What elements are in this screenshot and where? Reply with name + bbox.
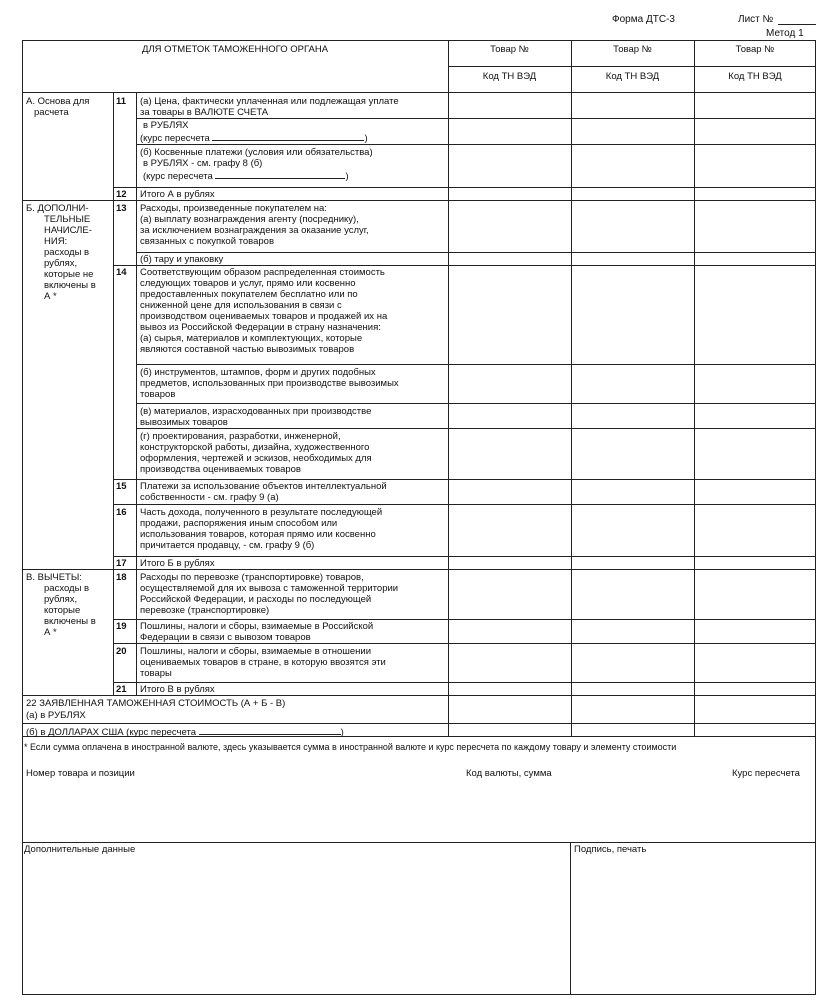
row-13a-text: Расходы, произведенные покупателем на: (а) выплату вознаграждения агенту (посреднику), за исключением вознаграждения за оказание услуг, связанных с покупкой товаров [140,203,369,247]
method-label: Метод 1 [766,28,804,39]
row-14a-text: Соответствующим образом распределенная стоимость следующих товаров и услуг, прямо или косвенно предоставленных покупателем бесплатно или по сниженной цене для использования в связи с производством оцениваемых товаров и продажей их на вывоз из Российской Федерации в страну назначения: (а) сырья, материалов и комплектующих, которые являются составной частью вывозимых товаров [140,267,388,355]
row-15-text: Платежи за использование объектов интеллектуальной собственности - см. графу 9 (а) [140,481,387,503]
row-22b-text: (б) в ДОЛЛАРАХ США (курс пересчета ) [26,727,344,738]
form-name: Форма ДТС-3 [612,14,675,25]
rate-field-22b[interactable] [199,725,341,735]
row-14g-text: (г) проектирования, разработки, инженерной, конструкторской работы, дизайна, художественного оформления, чертежей и эскизов, необходимых для производства оцениваемых товаров [140,431,372,475]
row-14v-text: (в) материалов, израсходованных при производстве вывозимых товаров [140,406,372,428]
footnote-text: * Если сумма оплачена в иностранной валюте, здесь указывается сумма в иностранной валюте и курс пересчета по каждому товару и элементу стоимости [24,742,677,752]
row-21-text: Итого В в рублях [140,684,215,695]
sheet-label: Лист № [738,14,774,25]
goods-header-3: Товар № [735,44,775,55]
row-11a-text: (а) Цена, фактически уплаченная или подлежащая уплате за товары в ВАЛЮТЕ СЧЕТА [140,96,399,118]
row-13b-text: (б) тару и упаковку [140,254,224,265]
rate-field-11b[interactable] [215,169,345,179]
row-22-title: 22 ЗАЯВЛЕННАЯ ТАМОЖЕННАЯ СТОИМОСТЬ (А + Б - В) [26,698,286,709]
additional-data-label: Дополнительные данные [24,844,136,855]
row-number-13: 13 [116,203,127,214]
signature-divider [570,842,571,995]
row-16-text: Часть дохода, полученного в результате последующей продажи, распоряжения иным способом или использования товаров, которая прямо или косвенно причитается продавцу, - см. графу 9 (б) [140,507,383,551]
section-divider [113,92,114,695]
row-18-text: Расходы по перевозке (транспортировке) товаров, осуществляемой для их вывоза с таможенной территории Российской Федерации, и расходы по последующей перевозке (транспортировке) [140,572,399,616]
code-header-3: Код ТН ВЭД [728,71,782,82]
code-header-2: Код ТН ВЭД [605,71,660,82]
code-header-1: Код ТН ВЭД [482,71,537,82]
row-number-17: 17 [116,558,127,569]
row-number-11: 11 [116,96,127,107]
goods-header-2: Товар № [613,44,652,55]
item-label: Номер товара и позиции [26,768,135,779]
row-number-19: 19 [116,621,127,632]
signature-label: Подпись, печать [574,844,647,855]
section-v-title: В. ВЫЧЕТЫ: расходы в рублях, которые включены в А * [26,572,96,638]
row-number-14: 14 [116,267,127,278]
goods-header-1: Товар № [490,44,529,55]
row-20-text: Пошлины, налоги и сборы, взимаемые в отношении оцениваемых товаров в стране, в которую ввозятся эти товары [140,646,386,679]
row-19-text: Пошлины, налоги и сборы, взимаемые в Российской Федерации в связи с вывозом товаров [140,621,374,643]
currency-label: Код валюты, сумма [466,768,552,779]
rate-field-11a[interactable] [212,131,364,141]
row-22a-text: (а) в РУБЛЯХ [26,710,86,721]
row-number-16: 16 [116,507,127,518]
sheet-number-field[interactable] [778,24,816,25]
row-number-15: 15 [116,481,127,492]
row-number-12: 12 [116,189,127,200]
row-11b-text: (б) Косвенные платежи (условия или обязательства) в РУБЛЯХ - см. графу 8 (б) (курс пересчета ) [140,147,373,182]
customs-title: ДЛЯ ОТМЕТОК ТАМОЖЕННОГО ОРГАНА [141,44,329,55]
row-12-text: Итого А в рублях [140,189,215,200]
row-number-21: 21 [116,684,127,695]
section-b-title: Б. ДОПОЛНИ- ТЕЛЬНЫЕ НАЧИСЛЕ- НИЯ: расходы в рублях, которые не включены в А * [26,203,96,302]
rate-label: Курс пересчета [732,768,800,779]
row-number-18: 18 [116,572,127,583]
number-divider [136,92,137,695]
row-number-20: 20 [116,646,127,657]
row-14b-text: (б) инструментов, штампов, форм и других подобных предметов, использованных при производстве вывозимых товаров [140,367,399,400]
row-11a-rub-text: в РУБЛЯХ (курс пересчета ) [140,120,368,144]
section-a-title: А. Основа для расчета [26,96,90,118]
row-17-text: Итого Б в рублях [140,558,215,569]
